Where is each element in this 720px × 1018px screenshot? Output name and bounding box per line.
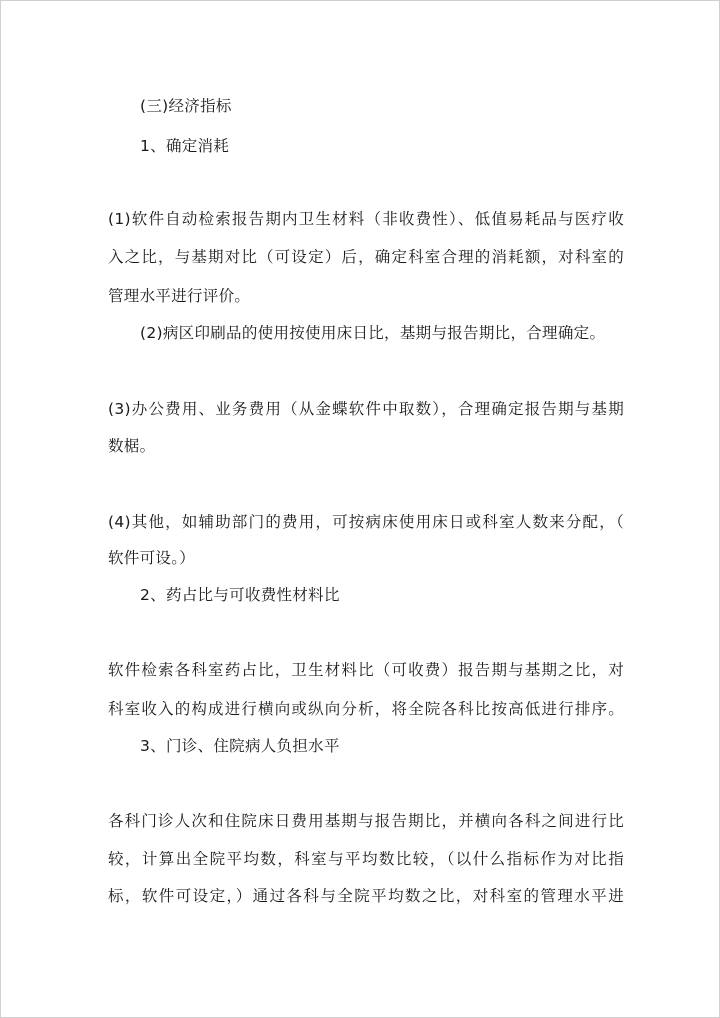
section-heading: (三)经济指标 (140, 97, 232, 115)
paragraph-5-line-1: 软件检索各科室药占比，卫生材料比（可收费）报告期与基期之比，对 (108, 661, 624, 679)
paragraph-5-line-2: 科室收入的构成进行横向或纵向分析，将全院各科比按高低进行排序。 (108, 700, 624, 718)
paragraph-3-line-1: (3)办公费用、业务费用（从金蝶软件中取数），合理确定报告期与基期 (108, 400, 624, 418)
paragraph-4-line-2: 软件可设。） (108, 549, 196, 567)
subsection-heading-3: 3、门诊、住院病人负担水平 (140, 737, 340, 755)
paragraph-6-line-1: 各科门诊人次和住院床日费用基期与报告期比，并横向各科之间进行比 (108, 812, 624, 830)
paragraph-6-line-3: 标，软件可设定，）通过各科与全院平均数之比，对科室的管理水平进 (108, 887, 624, 905)
paragraph-1-line-1: (1)软件自动检索报告期内卫生材料（非收费性）、低值易耗品与医疗收 (108, 210, 624, 228)
paragraph-6-line-2: 较，计算出全院平均数，科室与平均数比较，（以什么指标作为对比指 (108, 850, 624, 868)
paragraph-1-line-3: 管理水平进行评价。 (108, 287, 251, 305)
paragraph-2-line-1: (2)病区印刷品的使用按使用床日比，基期与报告期比，合理确定。 (140, 324, 606, 342)
paragraph-1-line-2: 入之比，与基期对比（可设定）后，确定科室合理的消耗额，对科室的 (108, 248, 624, 266)
subsection-heading-2: 2、药占比与可收费性材料比 (140, 586, 340, 604)
paragraph-4-line-1: (4)其他，如辅助部门的费用，可按病床使用床日或科室人数来分配，（ (108, 513, 624, 531)
paragraph-3-line-2: 数椐。 (108, 437, 156, 455)
subsection-heading-1: 1、确定消耗 (140, 137, 230, 155)
